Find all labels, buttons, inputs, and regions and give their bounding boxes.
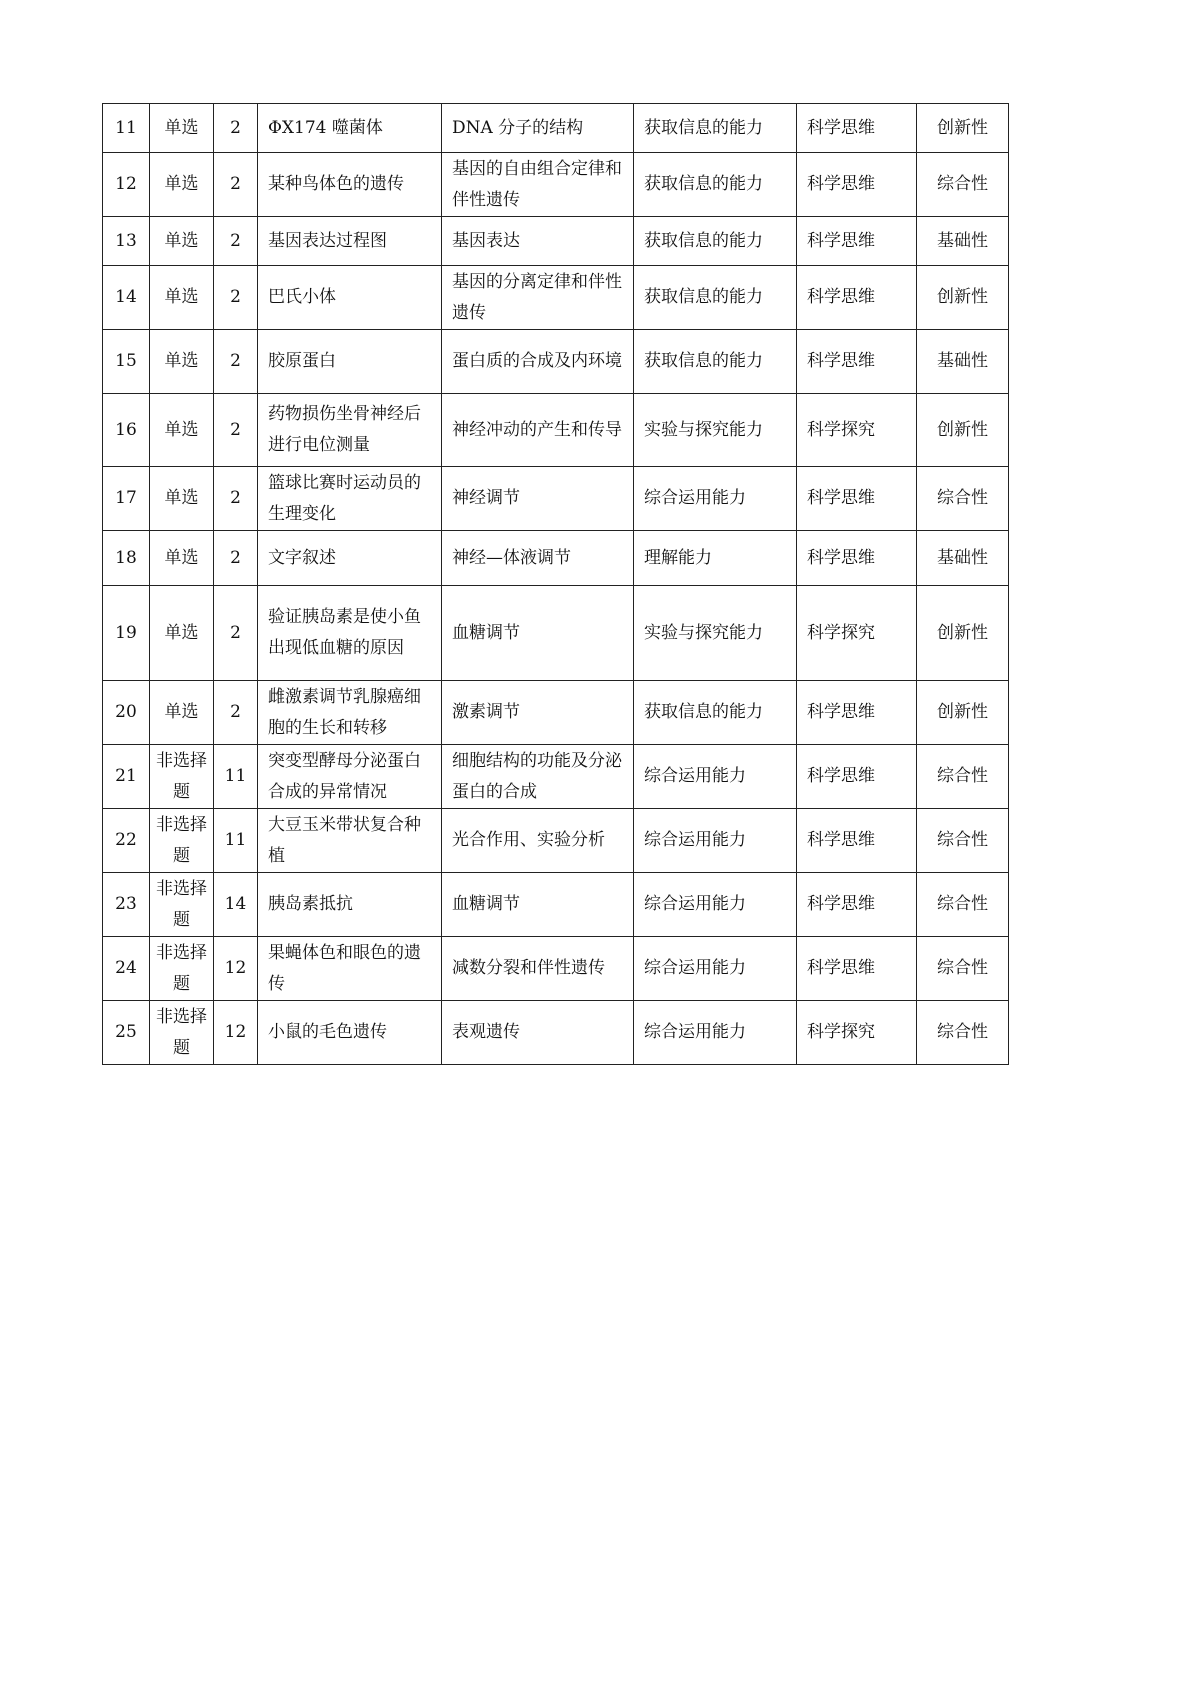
core-literacy-cell: 科学思维 [797, 937, 917, 1001]
table-row [103, 586, 1009, 681]
score-cell: 2 [214, 586, 258, 681]
difficulty-level-cell: 创新性 [917, 266, 1009, 330]
table-row [103, 153, 1009, 217]
table-row [103, 873, 1009, 937]
core-literacy-cell: 科学思维 [797, 809, 917, 873]
knowledge-point-cell: 基因的自由组合定律和伴性遗传 [442, 153, 634, 217]
score-cell: 2 [214, 217, 258, 266]
score-cell: 14 [214, 873, 258, 937]
question-number-cell: 21 [103, 745, 150, 809]
material-cell: 篮球比赛时运动员的生理变化 [258, 467, 442, 531]
core-literacy-cell: 科学思维 [797, 873, 917, 937]
material-cell: 果蝇体色和眼色的遗传 [258, 937, 442, 1001]
material-cell: 雌激素调节乳腺癌细胞的生长和转移 [258, 681, 442, 745]
difficulty-level-cell: 创新性 [917, 394, 1009, 467]
core-literacy-cell: 科学思维 [797, 467, 917, 531]
knowledge-point-cell: 神经冲动的产生和传导 [442, 394, 634, 467]
table-row [103, 1001, 1009, 1065]
difficulty-level-cell: 基础性 [917, 330, 1009, 394]
core-literacy-cell: 科学探究 [797, 1001, 917, 1065]
table-row [103, 937, 1009, 1001]
core-literacy-cell: 科学思维 [797, 745, 917, 809]
question-number-cell: 15 [103, 330, 150, 394]
ability-cell: 获取信息的能力 [634, 681, 797, 745]
ability-cell: 获取信息的能力 [634, 217, 797, 266]
table-row [103, 266, 1009, 330]
difficulty-level-cell: 综合性 [917, 153, 1009, 217]
knowledge-point-cell: 减数分裂和伴性遗传 [442, 937, 634, 1001]
question-type-cell: 非选择题 [150, 745, 214, 809]
question-number-cell: 19 [103, 586, 150, 681]
question-type-cell: 非选择题 [150, 873, 214, 937]
knowledge-point-cell: 蛋白质的合成及内环境 [442, 330, 634, 394]
core-literacy-cell: 科学探究 [797, 394, 917, 467]
ability-cell: 实验与探究能力 [634, 586, 797, 681]
material-cell: 胰岛素抵抗 [258, 873, 442, 937]
question-analysis-table [102, 103, 1009, 1065]
question-number-cell: 18 [103, 531, 150, 586]
ability-cell: 综合运用能力 [634, 873, 797, 937]
question-number-cell: 22 [103, 809, 150, 873]
material-cell: 巴氏小体 [258, 266, 442, 330]
score-cell: 12 [214, 1001, 258, 1065]
material-cell: 突变型酵母分泌蛋白合成的异常情况 [258, 745, 442, 809]
table-row [103, 531, 1009, 586]
knowledge-point-cell: 细胞结构的功能及分泌蛋白的合成 [442, 745, 634, 809]
knowledge-point-cell: 血糖调节 [442, 873, 634, 937]
core-literacy-cell: 科学思维 [797, 217, 917, 266]
material-cell: 大豆玉米带状复合种植 [258, 809, 442, 873]
material-cell: 胶原蛋白 [258, 330, 442, 394]
core-literacy-cell: 科学探究 [797, 586, 917, 681]
knowledge-point-cell: 基因表达 [442, 217, 634, 266]
ability-cell: 综合运用能力 [634, 467, 797, 531]
question-type-cell: 单选 [150, 467, 214, 531]
ability-cell: 综合运用能力 [634, 937, 797, 1001]
difficulty-level-cell: 基础性 [917, 531, 1009, 586]
question-number-cell: 20 [103, 681, 150, 745]
table-row [103, 330, 1009, 394]
difficulty-level-cell: 创新性 [917, 104, 1009, 153]
question-type-cell: 单选 [150, 217, 214, 266]
material-cell: 验证胰岛素是使小鱼出现低血糖的原因 [258, 586, 442, 681]
knowledge-point-cell: 表观遗传 [442, 1001, 634, 1065]
ability-cell: 实验与探究能力 [634, 394, 797, 467]
knowledge-point-cell: 神经—体液调节 [442, 531, 634, 586]
score-cell: 2 [214, 104, 258, 153]
material-cell: 基因表达过程图 [258, 217, 442, 266]
table-row [103, 104, 1009, 153]
difficulty-level-cell: 综合性 [917, 937, 1009, 1001]
question-number-cell: 14 [103, 266, 150, 330]
question-type-cell: 单选 [150, 266, 214, 330]
core-literacy-cell: 科学思维 [797, 153, 917, 217]
score-cell: 2 [214, 531, 258, 586]
score-cell: 2 [214, 681, 258, 745]
knowledge-point-cell: 基因的分离定律和伴性遗传 [442, 266, 634, 330]
question-type-cell: 单选 [150, 586, 214, 681]
ability-cell: 获取信息的能力 [634, 153, 797, 217]
difficulty-level-cell: 综合性 [917, 873, 1009, 937]
question-type-cell: 非选择题 [150, 1001, 214, 1065]
core-literacy-cell: 科学思维 [797, 681, 917, 745]
question-type-cell: 单选 [150, 681, 214, 745]
question-number-cell: 24 [103, 937, 150, 1001]
table-row [103, 745, 1009, 809]
knowledge-point-cell: 光合作用、实验分析 [442, 809, 634, 873]
question-type-cell: 非选择题 [150, 809, 214, 873]
material-cell: 小鼠的毛色遗传 [258, 1001, 442, 1065]
ability-cell: 综合运用能力 [634, 745, 797, 809]
material-cell: 文字叙述 [258, 531, 442, 586]
difficulty-level-cell: 综合性 [917, 1001, 1009, 1065]
difficulty-level-cell: 创新性 [917, 586, 1009, 681]
score-cell: 11 [214, 809, 258, 873]
score-cell: 2 [214, 467, 258, 531]
question-number-cell: 16 [103, 394, 150, 467]
question-type-cell: 非选择题 [150, 937, 214, 1001]
material-cell: 药物损伤坐骨神经后进行电位测量 [258, 394, 442, 467]
score-cell: 2 [214, 266, 258, 330]
question-number-cell: 12 [103, 153, 150, 217]
table-row [103, 809, 1009, 873]
core-literacy-cell: 科学思维 [797, 104, 917, 153]
score-cell: 2 [214, 394, 258, 467]
difficulty-level-cell: 创新性 [917, 681, 1009, 745]
difficulty-level-cell: 综合性 [917, 809, 1009, 873]
knowledge-point-cell: 激素调节 [442, 681, 634, 745]
knowledge-point-cell: 神经调节 [442, 467, 634, 531]
table-body [103, 104, 1009, 1065]
knowledge-point-cell: DNA 分子的结构 [442, 104, 634, 153]
question-number-cell: 25 [103, 1001, 150, 1065]
ability-cell: 综合运用能力 [634, 809, 797, 873]
ability-cell: 理解能力 [634, 531, 797, 586]
question-type-cell: 单选 [150, 531, 214, 586]
core-literacy-cell: 科学思维 [797, 330, 917, 394]
material-cell: 某种鸟体色的遗传 [258, 153, 442, 217]
difficulty-level-cell: 综合性 [917, 467, 1009, 531]
table-row [103, 394, 1009, 467]
question-type-cell: 单选 [150, 153, 214, 217]
material-cell: ΦX174 噬菌体 [258, 104, 442, 153]
score-cell: 11 [214, 745, 258, 809]
difficulty-level-cell: 基础性 [917, 217, 1009, 266]
question-number-cell: 17 [103, 467, 150, 531]
ability-cell: 获取信息的能力 [634, 330, 797, 394]
table-row [103, 217, 1009, 266]
core-literacy-cell: 科学思维 [797, 266, 917, 330]
question-type-cell: 单选 [150, 330, 214, 394]
score-cell: 2 [214, 153, 258, 217]
core-literacy-cell: 科学思维 [797, 531, 917, 586]
table-row [103, 681, 1009, 745]
score-cell: 2 [214, 330, 258, 394]
question-type-cell: 单选 [150, 104, 214, 153]
question-number-cell: 13 [103, 217, 150, 266]
ability-cell: 获取信息的能力 [634, 104, 797, 153]
question-type-cell: 单选 [150, 394, 214, 467]
ability-cell: 综合运用能力 [634, 1001, 797, 1065]
ability-cell: 获取信息的能力 [634, 266, 797, 330]
knowledge-point-cell: 血糖调节 [442, 586, 634, 681]
table-row [103, 467, 1009, 531]
difficulty-level-cell: 综合性 [917, 745, 1009, 809]
question-number-cell: 11 [103, 104, 150, 153]
score-cell: 12 [214, 937, 258, 1001]
question-number-cell: 23 [103, 873, 150, 937]
